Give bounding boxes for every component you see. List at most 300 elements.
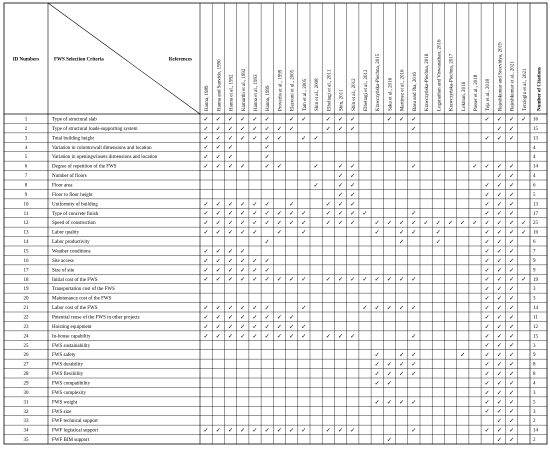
check-mark: ✓ — [325, 332, 331, 340]
check-mark: ✓ — [252, 276, 258, 284]
check-mark: ✓ — [337, 210, 344, 218]
check-mark: ✓ — [276, 219, 283, 227]
check-mark: ✓ — [313, 163, 319, 171]
row-id: 13 — [23, 230, 29, 236]
row-citation-count: 11 — [533, 315, 538, 321]
check-mark: ✓ — [350, 181, 356, 189]
row-criteria: Type of structural loads-supporting system — [52, 126, 138, 132]
row-citation-count: 9 — [533, 268, 536, 274]
check-mark: ✓ — [240, 229, 246, 237]
reference-column-header: Saka et al., 2016 — [388, 77, 394, 111]
check-mark: ✓ — [484, 313, 490, 321]
row-criteria: Speed of construction — [52, 221, 96, 227]
row-id: 10 — [23, 202, 29, 208]
check-mark: ✓ — [240, 134, 246, 142]
reference-column-header: Shin et al., 2012 — [351, 78, 357, 111]
check-mark: ✓ — [350, 332, 356, 340]
check-mark: ✓ — [252, 210, 258, 218]
row-citation-count: 5 — [533, 192, 536, 198]
check-mark: ✓ — [276, 210, 283, 218]
check-mark: ✓ — [521, 276, 527, 284]
check-mark: ✓ — [215, 219, 221, 227]
check-mark: ✓ — [240, 219, 246, 227]
check-mark: ✓ — [203, 210, 209, 218]
check-mark: ✓ — [252, 134, 258, 142]
check-mark: ✓ — [496, 238, 503, 246]
reference-column-header: Shin, 2011 — [339, 89, 345, 111]
check-mark: ✓ — [227, 125, 234, 133]
check-mark: ✓ — [509, 276, 515, 284]
check-mark: ✓ — [252, 257, 258, 265]
check-mark: ✓ — [203, 144, 209, 152]
row-citation-count: 3 — [533, 296, 536, 302]
header-criteria-label: FWS Selection Criteria — [54, 57, 104, 63]
check-mark: ✓ — [252, 115, 258, 123]
check-mark: ✓ — [264, 332, 270, 340]
check-mark: ✓ — [264, 257, 270, 265]
check-mark: ✓ — [276, 332, 283, 340]
check-mark: ✓ — [240, 332, 246, 340]
check-mark: ✓ — [203, 200, 209, 208]
check-mark: ✓ — [374, 219, 380, 227]
row-id: 18 — [23, 277, 29, 283]
check-mark: ✓ — [496, 276, 503, 284]
check-mark: ✓ — [240, 427, 246, 435]
check-mark: ✓ — [350, 427, 356, 435]
check-mark: ✓ — [264, 313, 270, 321]
row-criteria: Site access — [52, 258, 74, 264]
row-id: 31 — [23, 400, 29, 406]
check-mark: ✓ — [203, 266, 209, 274]
check-mark: ✓ — [240, 257, 246, 265]
check-mark: ✓ — [337, 219, 344, 227]
check-mark: ✓ — [509, 247, 515, 255]
row-citation-count: 9 — [533, 258, 536, 264]
check-mark: ✓ — [484, 370, 490, 378]
check-mark: ✓ — [325, 125, 331, 133]
row-citation-count: 4 — [533, 381, 536, 387]
check-mark: ✓ — [215, 427, 221, 435]
check-mark: ✓ — [227, 332, 234, 340]
check-mark: ✓ — [350, 191, 356, 199]
check-mark: ✓ — [509, 417, 515, 425]
check-mark: ✓ — [484, 332, 490, 340]
check-mark: ✓ — [350, 219, 356, 227]
check-mark: ✓ — [215, 323, 221, 331]
check-mark: ✓ — [301, 304, 307, 312]
check-mark: ✓ — [337, 125, 344, 133]
row-id: 3 — [24, 136, 28, 142]
check-mark: ✓ — [203, 313, 209, 321]
check-mark: ✓ — [325, 427, 331, 435]
check-mark: ✓ — [509, 389, 515, 397]
check-mark: ✓ — [496, 436, 503, 444]
check-mark: ✓ — [203, 229, 209, 237]
check-mark: ✓ — [301, 427, 307, 435]
reference-column-header: Krawczyńska-Piechna, 2017 — [449, 53, 455, 111]
check-mark: ✓ — [362, 304, 368, 312]
check-mark: ✓ — [337, 115, 344, 123]
check-mark: ✓ — [399, 219, 405, 227]
reference-column-header: Krawczyńska-Piechna, 2016 — [425, 53, 431, 111]
reference-column-header: Kamarthi et al., 1992 — [241, 68, 247, 111]
check-mark: ✓ — [496, 408, 503, 416]
check-mark: ✓ — [509, 219, 515, 227]
check-mark: ✓ — [301, 323, 307, 331]
check-mark: ✓ — [337, 163, 344, 171]
row-id: 24 — [23, 334, 29, 340]
row-id: 8 — [24, 183, 28, 189]
check-mark: ✓ — [374, 398, 380, 406]
check-mark: ✓ — [203, 427, 209, 435]
row-criteria: Maintenance cost of the FWS — [52, 296, 112, 302]
check-mark: ✓ — [240, 115, 246, 123]
row-citation-count: 13 — [533, 136, 538, 142]
check-mark: ✓ — [276, 134, 283, 142]
check-mark: ✓ — [203, 276, 209, 284]
check-mark: ✓ — [240, 323, 246, 331]
check-mark: ✓ — [460, 219, 466, 227]
check-mark: ✓ — [227, 134, 234, 142]
row-id: 27 — [23, 362, 29, 368]
check-mark: ✓ — [215, 257, 221, 265]
row-citation-count: 19 — [533, 277, 538, 283]
row-citation-count: 25 — [533, 221, 538, 227]
check-mark: ✓ — [484, 266, 490, 274]
check-mark: ✓ — [484, 229, 490, 237]
row-citation-count: 6 — [533, 240, 536, 246]
row-criteria: FWS complexity — [52, 390, 87, 396]
check-mark: ✓ — [386, 276, 393, 284]
check-mark: ✓ — [496, 229, 503, 237]
check-mark: ✓ — [496, 219, 503, 227]
row-citation-count: 3 — [533, 343, 536, 349]
check-mark: ✓ — [484, 219, 490, 227]
check-mark: ✓ — [252, 427, 258, 435]
row-citation-count: 4 — [533, 155, 536, 161]
check-mark: ✓ — [411, 361, 417, 369]
check-mark: ✓ — [215, 266, 221, 274]
check-mark: ✓ — [215, 163, 221, 171]
check-mark: ✓ — [252, 313, 258, 321]
row-id: 34 — [23, 428, 29, 434]
check-mark: ✓ — [411, 370, 417, 378]
check-mark: ✓ — [509, 379, 515, 387]
check-mark: ✓ — [227, 247, 234, 255]
check-mark: ✓ — [289, 276, 295, 284]
check-mark: ✓ — [411, 304, 417, 312]
check-mark: ✓ — [215, 229, 221, 237]
check-mark: ✓ — [337, 276, 344, 284]
check-mark: ✓ — [264, 427, 270, 435]
check-mark: ✓ — [411, 398, 417, 406]
check-mark: ✓ — [325, 200, 331, 208]
check-mark: ✓ — [264, 210, 270, 218]
row-id: 30 — [23, 390, 29, 396]
check-mark: ✓ — [386, 370, 393, 378]
check-mark: ✓ — [215, 134, 221, 142]
row-id: 28 — [23, 372, 29, 378]
check-mark: ✓ — [252, 125, 258, 133]
row-id: 35 — [23, 438, 29, 444]
row-citation-count: 4 — [533, 174, 536, 180]
check-mark: ✓ — [362, 210, 368, 218]
check-mark: ✓ — [203, 323, 209, 331]
check-mark: ✓ — [484, 361, 490, 369]
row-id: 5 — [24, 155, 28, 161]
check-mark: ✓ — [496, 172, 503, 180]
row-citation-count: 15 — [533, 334, 538, 340]
header-citations-label: Number of Citations — [537, 67, 543, 111]
check-mark: ✓ — [386, 361, 393, 369]
check-mark: ✓ — [484, 295, 490, 303]
check-mark: ✓ — [509, 313, 515, 321]
row-citation-count: 3 — [533, 409, 536, 415]
row-criteria: Labor productivity — [52, 240, 90, 246]
check-mark: ✓ — [289, 200, 295, 208]
check-mark: ✓ — [496, 163, 503, 171]
check-mark: ✓ — [399, 370, 405, 378]
row-citation-count: 12 — [533, 324, 538, 330]
row-citation-count: 14 — [533, 306, 538, 312]
row-citation-count: 5 — [533, 400, 536, 406]
check-mark: ✓ — [301, 134, 307, 142]
check-mark: ✓ — [264, 115, 270, 123]
check-mark: ✓ — [350, 276, 356, 284]
reference-column-header: Lokman, 2016 — [461, 81, 467, 111]
check-mark: ✓ — [496, 247, 503, 255]
check-mark: ✓ — [496, 125, 503, 133]
check-mark: ✓ — [240, 210, 246, 218]
row-criteria: Type of structural slab — [52, 117, 97, 123]
reference-column-header: Shin et al., 2008 — [315, 78, 321, 111]
row-citation-count: 15 — [533, 126, 538, 132]
check-mark: ✓ — [240, 163, 246, 171]
row-criteria: FWF BIM support — [52, 438, 90, 444]
check-mark: ✓ — [521, 229, 527, 237]
check-mark: ✓ — [215, 313, 221, 321]
check-mark: ✓ — [399, 361, 405, 369]
check-mark: ✓ — [374, 370, 380, 378]
row-citation-count: 2 — [533, 419, 536, 425]
check-mark: ✓ — [264, 200, 270, 208]
check-mark: ✓ — [374, 229, 380, 237]
check-mark: ✓ — [276, 313, 283, 321]
check-mark: ✓ — [484, 342, 490, 350]
check-mark: ✓ — [350, 125, 356, 133]
check-mark: ✓ — [240, 266, 246, 274]
check-mark: ✓ — [509, 181, 515, 189]
row-criteria: Degree of repetition of the FWS — [52, 164, 117, 170]
row-id: 23 — [23, 324, 29, 330]
row-citation-count: 16 — [533, 117, 538, 123]
check-mark: ✓ — [227, 313, 234, 321]
check-mark: ✓ — [484, 427, 490, 435]
check-mark: ✓ — [411, 332, 417, 340]
row-id: 9 — [24, 192, 28, 198]
check-mark: ✓ — [386, 304, 393, 312]
reference-column-header: Elazouni et al., 2005 — [290, 69, 296, 111]
check-mark: ✓ — [496, 181, 503, 189]
check-mark: ✓ — [496, 417, 503, 425]
row-citation-count: 16 — [533, 230, 538, 236]
check-mark: ✓ — [411, 427, 417, 435]
check-mark: ✓ — [484, 200, 490, 208]
check-mark: ✓ — [509, 295, 515, 303]
check-mark: ✓ — [252, 332, 258, 340]
check-mark: ✓ — [484, 285, 490, 293]
check-mark: ✓ — [227, 304, 234, 312]
row-id: 33 — [23, 419, 29, 425]
check-mark: ✓ — [325, 115, 331, 123]
check-mark: ✓ — [374, 379, 380, 387]
check-mark: ✓ — [484, 247, 490, 255]
check-mark: ✓ — [325, 276, 331, 284]
check-mark: ✓ — [509, 332, 515, 340]
check-mark: ✓ — [484, 323, 490, 331]
check-mark: ✓ — [411, 115, 417, 123]
reference-column-header: Passer et al., 2018 — [474, 74, 479, 111]
check-mark: ✓ — [411, 219, 417, 227]
check-mark: ✓ — [227, 200, 234, 208]
check-mark: ✓ — [411, 163, 417, 171]
check-mark: ✓ — [227, 153, 234, 161]
check-mark: ✓ — [374, 276, 380, 284]
row-criteria: FWS sustainability — [52, 343, 91, 349]
check-mark: ✓ — [484, 276, 490, 284]
check-mark: ✓ — [350, 210, 356, 218]
check-mark: ✓ — [215, 153, 221, 161]
check-mark: ✓ — [264, 276, 270, 284]
check-mark: ✓ — [240, 247, 246, 255]
row-id: 12 — [23, 221, 29, 227]
check-mark: ✓ — [289, 125, 295, 133]
check-mark: ✓ — [509, 200, 515, 208]
check-mark: ✓ — [484, 134, 490, 142]
check-mark: ✓ — [203, 163, 209, 171]
check-mark: ✓ — [509, 427, 515, 435]
check-mark: ✓ — [264, 134, 270, 142]
row-id: 19 — [23, 287, 29, 293]
check-mark: ✓ — [337, 181, 344, 189]
check-mark: ✓ — [264, 144, 270, 152]
check-mark: ✓ — [411, 276, 417, 284]
check-mark: ✓ — [509, 370, 515, 378]
check-mark: ✓ — [496, 332, 503, 340]
check-mark: ✓ — [350, 163, 356, 171]
reference-column-header: Rajeshkumar et al., 2021 — [510, 61, 516, 111]
check-mark: ✓ — [252, 219, 258, 227]
row-criteria: FWS flexibility — [52, 372, 84, 378]
row-id: 21 — [23, 306, 29, 312]
check-mark: ✓ — [301, 115, 307, 123]
row-criteria: Total building height — [52, 136, 94, 142]
check-mark: ✓ — [276, 427, 283, 435]
row-criteria: Floor to floor height — [52, 192, 93, 198]
check-mark: ✓ — [337, 427, 344, 435]
check-mark: ✓ — [252, 200, 258, 208]
check-mark: ✓ — [484, 210, 490, 218]
check-mark: ✓ — [484, 351, 490, 359]
row-criteria: Initial cost of the FWS — [52, 277, 98, 283]
reference-column-header: Basu and Jha, 2016 — [412, 72, 418, 111]
check-mark: ✓ — [227, 219, 234, 227]
row-id: 1 — [24, 117, 28, 123]
check-mark: ✓ — [252, 323, 258, 331]
check-mark: ✓ — [374, 351, 380, 359]
check-mark: ✓ — [289, 210, 295, 218]
row-citation-count: 17 — [533, 211, 538, 217]
row-criteria: FWS weight — [52, 400, 78, 406]
reference-column-header: Teja et al., 2018 — [486, 79, 492, 111]
check-mark: ✓ — [399, 276, 405, 284]
reference-column-header: Martinez et al., 2016 — [400, 69, 406, 111]
check-mark: ✓ — [301, 219, 307, 227]
check-mark: ✓ — [289, 427, 295, 435]
check-mark: ✓ — [203, 247, 209, 255]
check-mark: ✓ — [240, 313, 246, 321]
row-id: 2 — [24, 126, 28, 132]
row-citation-count: 14 — [533, 428, 538, 434]
check-mark: ✓ — [325, 219, 331, 227]
check-mark: ✓ — [496, 257, 503, 265]
check-mark: ✓ — [215, 200, 221, 208]
check-mark: ✓ — [227, 229, 234, 237]
row-criteria: Weather conditions — [52, 249, 91, 255]
row-id: 7 — [24, 174, 28, 180]
check-mark: ✓ — [496, 361, 503, 369]
check-mark: ✓ — [350, 115, 356, 123]
check-mark: ✓ — [509, 125, 515, 133]
check-mark: ✓ — [301, 210, 307, 218]
row-criteria: Size of site — [52, 268, 75, 274]
row-citation-count: 9 — [533, 353, 536, 359]
check-mark: ✓ — [386, 219, 393, 227]
check-mark: ✓ — [276, 229, 283, 237]
row-citation-count: 7 — [533, 249, 536, 255]
row-criteria: FWS safety — [52, 353, 76, 359]
row-criteria: FWS compatibility — [52, 381, 91, 387]
row-criteria: Potential reuse of the FWS in other projects — [52, 315, 140, 321]
check-mark: ✓ — [252, 266, 258, 274]
check-mark: ✓ — [496, 266, 503, 274]
row-citation-count: 3 — [533, 390, 536, 396]
check-mark: ✓ — [227, 323, 234, 331]
check-mark: ✓ — [509, 361, 515, 369]
check-mark: ✓ — [496, 115, 503, 123]
check-mark: ✓ — [313, 134, 319, 142]
check-mark: ✓ — [509, 351, 515, 359]
check-mark: ✓ — [496, 351, 503, 359]
check-mark: ✓ — [472, 163, 478, 171]
check-mark: ✓ — [399, 229, 405, 237]
check-mark: ✓ — [264, 153, 270, 161]
check-mark: ✓ — [411, 210, 417, 218]
check-mark: ✓ — [509, 191, 515, 199]
row-citation-count: 14 — [533, 164, 538, 170]
row-criteria: In-house capability — [52, 334, 91, 340]
check-mark: ✓ — [496, 210, 503, 218]
row-id: 26 — [23, 353, 29, 359]
check-mark: ✓ — [509, 163, 515, 171]
check-mark: ✓ — [435, 219, 441, 227]
check-mark: ✓ — [484, 408, 490, 416]
check-mark: ✓ — [289, 313, 295, 321]
row-criteria: Uniformity of building — [52, 202, 98, 208]
check-mark: ✓ — [386, 398, 393, 406]
reference-column-header: Loganathan and Viswanathan, 2016 — [437, 39, 443, 111]
check-mark: ✓ — [215, 125, 221, 133]
